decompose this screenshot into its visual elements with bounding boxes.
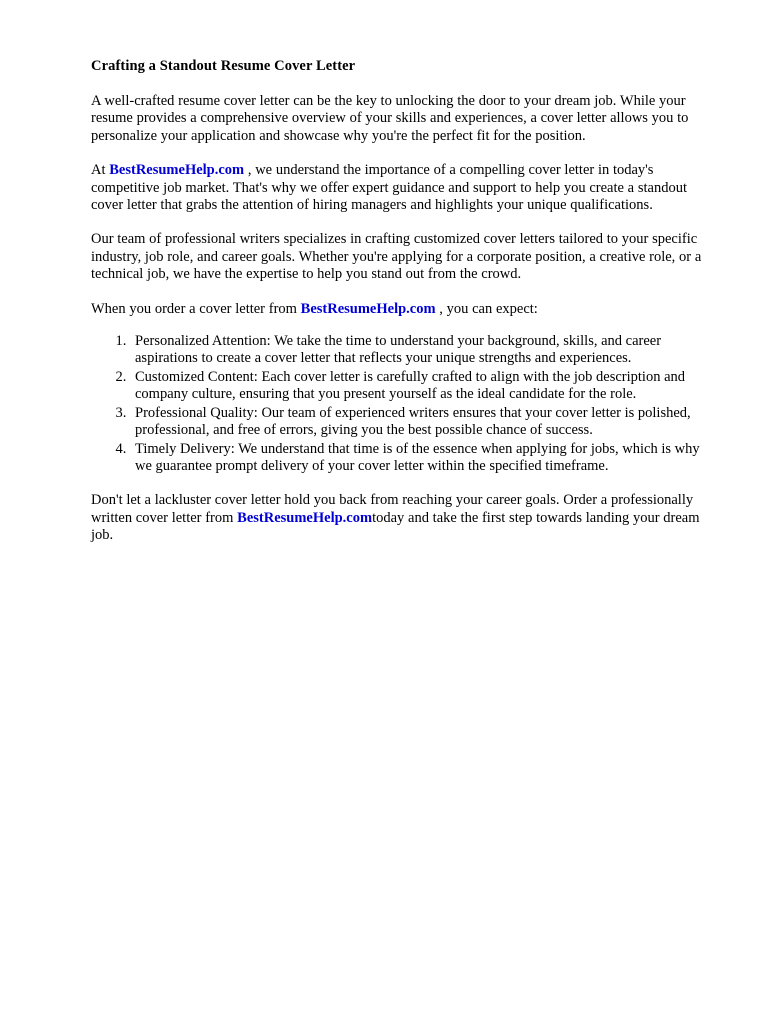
expectations-lead-paragraph bbox=[91, 301, 719, 318]
list-item: 4. Timely Delivery: We understand that time is of the essence when applying for jobs, which is why we guarantee prompt delivery of your cover letter within the specified timeframe. bbox=[130, 441, 719, 476]
brand-link-closing[interactable]: BestResumeHelp.com bbox=[237, 509, 373, 526]
benefits-list bbox=[91, 333, 719, 475]
brand-link-about[interactable]: BestResumeHelp.com bbox=[109, 162, 245, 179]
about-paragraph-suffix: , we understand the importance of a compelling cover letter in today's competitive job market. That's why we offer expert guidance and support to help you create a standout cover letter that grabs the attention of hiring managers and highlights your unique qualifications. bbox=[91, 162, 687, 214]
team-paragraph: Our team of professional writers specializes in crafting customized cover letters tailored to your specific industry, job role, and career goals. Whether you're applying for a corporate position, a creative role, or a technical job, we have the expertise to help you stand out from the crowd. bbox=[91, 231, 702, 283]
document-body bbox=[91, 57, 719, 562]
list-item: 2. Customized Content: Each cover letter is carefully crafted to align with the job description and company culture, ensuring that you present yourself as the ideal candidate for the role. bbox=[130, 369, 719, 404]
list-item: 3. Professional Quality: Our team of experienced writers ensures that your cover letter is polished, professional, and free of errors, giving you the best possible chance of success. bbox=[130, 405, 719, 440]
closing-paragraph bbox=[91, 492, 719, 544]
expectations-lead-prefix: When you order a cover letter from bbox=[91, 300, 301, 317]
closing-paragraph-suffix: today and take the first step towards landing your dream job. bbox=[91, 509, 700, 544]
expectations-lead-suffix: , you can expect: bbox=[435, 300, 538, 317]
list-item: 1. Personalized Attention: We take the time to understand your background, skills, and career aspirations to create a cover letter that reflects your unique strengths and experiences. bbox=[130, 333, 719, 368]
about-paragraph-prefix: At bbox=[91, 162, 110, 179]
intro-paragraph: A well-crafted resume cover letter can be the key to unlocking the door to your dream job. While your resume provides a comprehensive overview of your skills and experiences, a cover letter allows you to personalize your application and showcase why you're the perfect fit for the position. bbox=[91, 93, 689, 144]
about-paragraph bbox=[91, 162, 719, 214]
closing-paragraph-prefix: Don't let a lackluster cover letter hold you back from reaching your career goals. Order a professionally written cover letter from bbox=[91, 492, 694, 526]
brand-link-order[interactable]: BestResumeHelp.com bbox=[300, 300, 436, 317]
page-title: Crafting a Standout Resume Cover Letter bbox=[91, 58, 356, 74]
